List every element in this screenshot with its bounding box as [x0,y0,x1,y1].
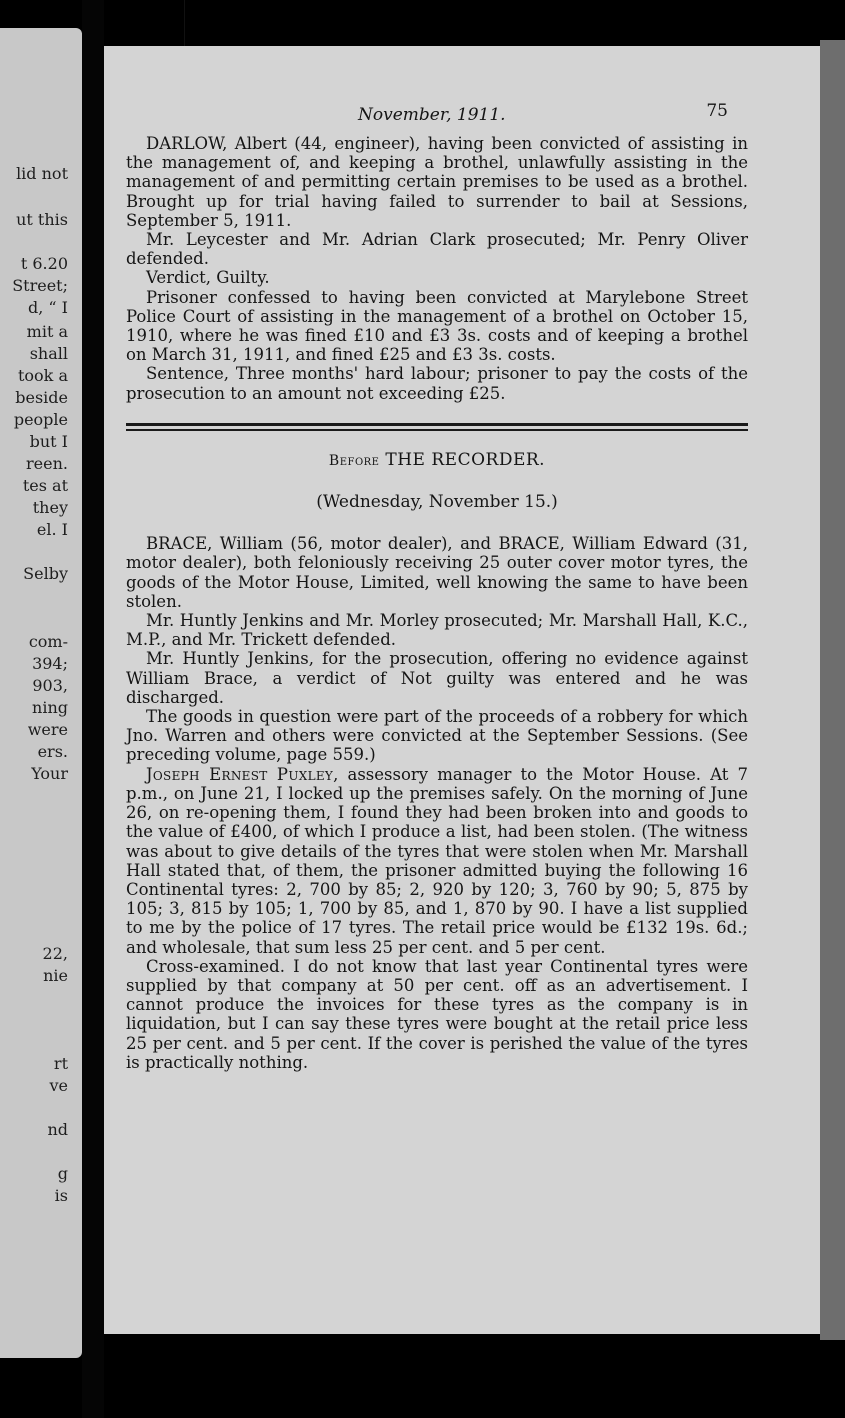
left-fragment: took a [17,366,68,385]
main-page [104,46,820,1334]
page-number: 75 [706,101,728,121]
left-fragment: d, “ I [28,298,68,317]
sentence-paragraph: Sentence, Three months' hard labour; prisoner to pay the costs of the prosecution to an amount not exceeding £25. [126,364,748,403]
witness-name: Joseph Ernest Puxley [146,764,334,784]
left-fragment: 22, [42,944,68,963]
darlow-case [126,134,748,403]
left-fragment: t 6.20 [20,254,68,273]
section-heading-main: THE RECORDER. [385,449,546,470]
left-fragment: were [27,720,68,739]
background-paragraph: The goods in question were part of the proceeds of a robbery for which Jno. Warren and others were convicted at the September Sessions. (See preceding volume, page 559.) [126,707,748,765]
counsel-paragraph: Mr. Leycester and Mr. Adrian Clark prosecuted; Mr. Penry Oliver defended. [126,230,748,269]
left-fragment: Your [31,764,68,783]
running-head-date: November, 1911. [358,105,506,125]
left-fragment: el. I [36,520,68,539]
section-heading-prefix: Before [328,452,380,469]
left-fragment: ers. [37,742,68,761]
left-fragment: reen. [26,454,68,473]
cross-examination-paragraph: Cross-examined. I do not know that last year Continental tyres were supplied by that company at 50 per cent. off as an advertisement. I cannot produce the invoices for these tyres as the company is in liquidation, but I can say these tyres were bought at the retail price less 25 per cent. and 5 per cent. If the cover is perished the value of the tyres is practically nothing. [126,956,748,1072]
left-fragment: ve [49,1076,68,1095]
witness-testimony: , assessory manager to the Motor House. At 7 p.m., on June 21, I locked up the premises safely. On the morning of June 26, on re-opening them, I found they had been broken into and goods to the value of £400, of which I produce a list, had been stolen. (The witness was about to give details of the tyres that were stolen when Mr. Marshall Hall stated that, of them, the prisoner admitted buying the following 16 Continental tyres: 2, 700 by 85; 2, 920 by 120; 3, 760 by 90; 5, 875 by 105; 3, 815 by 105; 1, 700 by 85, and 1, 870 by 90. I have a list supplied to me by the police of 17 tyres. The retail price would be £132 19s. 6d.; and wholesale, that sum less 25 per cent. and 5 per cent. [126,764,748,957]
left-fragment: ning [32,698,68,717]
left-fragment: g [57,1164,68,1183]
left-fragment: tes at [22,476,68,495]
left-fragment: rt [53,1054,68,1073]
left-fragment: 903, [32,676,68,695]
left-fragment: Selby [23,564,68,583]
divider-rule-thick [126,423,748,426]
left-facing-page [0,28,82,1358]
page-edge-shadow [820,40,845,1340]
left-fragment: lid not [16,164,68,183]
left-fragment: nd [47,1120,68,1139]
section-date: (Wednesday, November 15.) [316,492,558,513]
left-fragment: 394; [32,654,68,673]
divider-rule-thin [126,429,748,431]
left-fragment: but I [29,432,68,451]
book-gutter [82,0,104,1418]
discharge-paragraph: Mr. Huntly Jenkins, for the prosecution, offering no evidence against William Brace, a verdict of Not guilty was entered and he was discharged. [126,649,748,707]
case-paragraph: BRACE, William (56, motor dealer), and BRACE, William Edward (31, motor dealer), both feloniously receiving 25 outer cover motor tyres, the goods of the Motor House, Limited, well knowing the same to have been stolen. [126,534,748,611]
left-fragment: people [13,410,68,429]
witness-testimony-paragraph [126,765,748,957]
left-fragment: ut this [16,210,68,229]
left-fragment: Street; [12,276,68,295]
counsel-paragraph: Mr. Huntly Jenkins and Mr. Morley prosecuted; Mr. Marshall Hall, K.C., M.P., and Mr. Trickett defended. [126,611,748,650]
scan-mark [184,0,185,50]
left-fragment: com- [28,632,68,651]
left-fragment: is [54,1186,68,1205]
section-divider [126,423,748,431]
left-fragment: they [32,498,68,517]
left-fragment: mit a [26,322,68,341]
verdict-paragraph: Verdict, Guilty. [146,268,270,288]
prior-convictions-paragraph: Prisoner confessed to having been convicted at Marylebone Street Police Court of assisting in the management of a brothel on October 15, 1910, where he was fined £10 and £3 3s. costs and of keeping a brothel on March 31, 1911, and fined £25 and £3 3s. costs. [126,287,748,365]
left-page-text-fragments [0,28,82,1358]
left-fragment: beside [15,388,68,407]
left-fragment: shall [29,344,68,363]
section-heading [126,451,748,471]
left-fragment: nie [43,966,68,985]
brace-case [126,534,748,1072]
running-head [126,102,748,128]
page-text-block [126,102,748,1072]
case-paragraph: DARLOW, Albert (44, engineer), having been convicted of assisting in the management of, and keeping a brothel, unlawfully assisting in the management of and permitting certain premises to be used as a brothel. Brought up for trial having failed to surrender to bail at Sessions, September 5, 1911. [126,134,748,230]
